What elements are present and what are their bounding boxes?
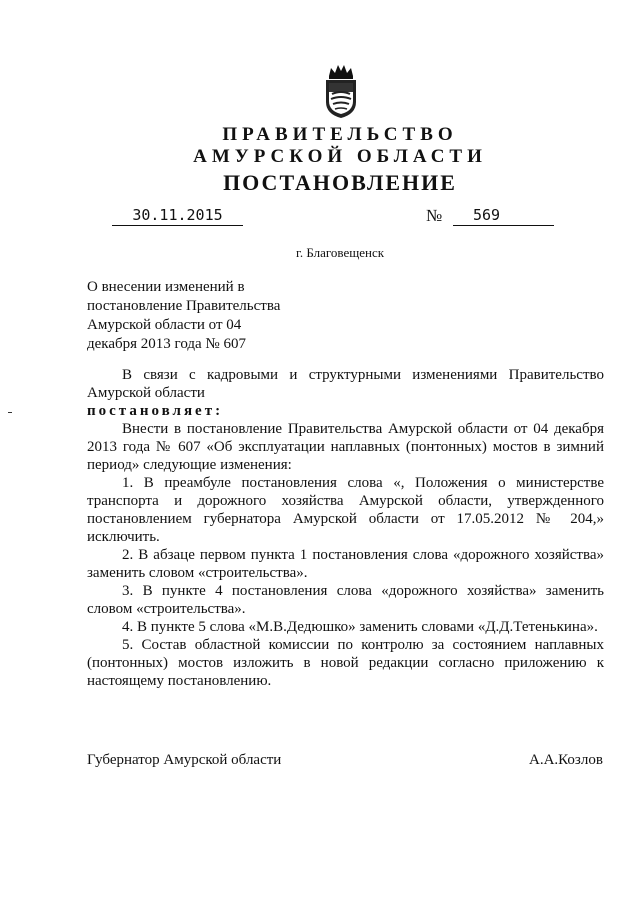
change-item-1: 1. В преамбуле постановления слова «, Положения о министерстве транспорта и дорожного хозяйства Амурской области, утвержденного постановлением губернатора Амурской области от 17.05.2012 № 204,» исключить.	[87, 475, 604, 545]
change-item-5: 5. Состав областной комиссии по контролю за состоянием наплавных (понтонных) мостов изложить в новой редакции согласно приложению к настоящему постановлению.	[87, 637, 604, 689]
change-item-3: 3. В пункте 4 постановления слова «дорожного хозяйства» заменить словом «строительства».	[87, 583, 604, 617]
document-subject	[87, 278, 287, 354]
subject-line: Амурской области от 04	[87, 317, 242, 333]
document-number: 569	[453, 206, 554, 226]
resolves-word: постановляет:	[87, 403, 224, 419]
change-item-4: 4. В пункте 5 слова «М.В.Дедюшко» заменить словами «Д.Д.Тетенькина».	[122, 619, 598, 635]
intro-paragraph: Внести в постановление Правительства Амурской области от 04 декабря 2013 года № 607 «Об эксплуатации наплавных (понтонных) мостов в зимний период» следующие изменения:	[87, 421, 604, 473]
signer-name: А.А.Козлов	[529, 752, 603, 768]
document-body	[87, 366, 604, 690]
subject-line: О внесении изменений в	[87, 279, 245, 295]
document-type-title: ПОСТАНОВЛЕНИЕ	[223, 170, 457, 195]
region-title: АМУРСКОЙ ОБЛАСТИ	[193, 146, 487, 167]
document-date: 30.11.2015	[112, 206, 243, 226]
signer-position: Губернатор Амурской области	[87, 752, 282, 768]
subject-line: декабря 2013 года № 607	[87, 336, 246, 352]
city-line: г. Благовещенск	[295, 245, 385, 260]
change-item-2: 2. В абзаце первом пункта 1 постановления слова «дорожного хозяйства» заменить словом «строительства».	[87, 547, 604, 581]
preamble-paragraph: В связи с кадровыми и структурными изменениями Правительство Амурской области	[87, 367, 604, 401]
subject-line: постановление Правительства	[87, 298, 281, 314]
margin-mark	[8, 412, 12, 413]
government-title: ПРАВИТЕЛЬСТВО	[222, 124, 458, 145]
number-sign: №	[426, 206, 443, 225]
coat-of-arms-icon	[321, 62, 361, 120]
